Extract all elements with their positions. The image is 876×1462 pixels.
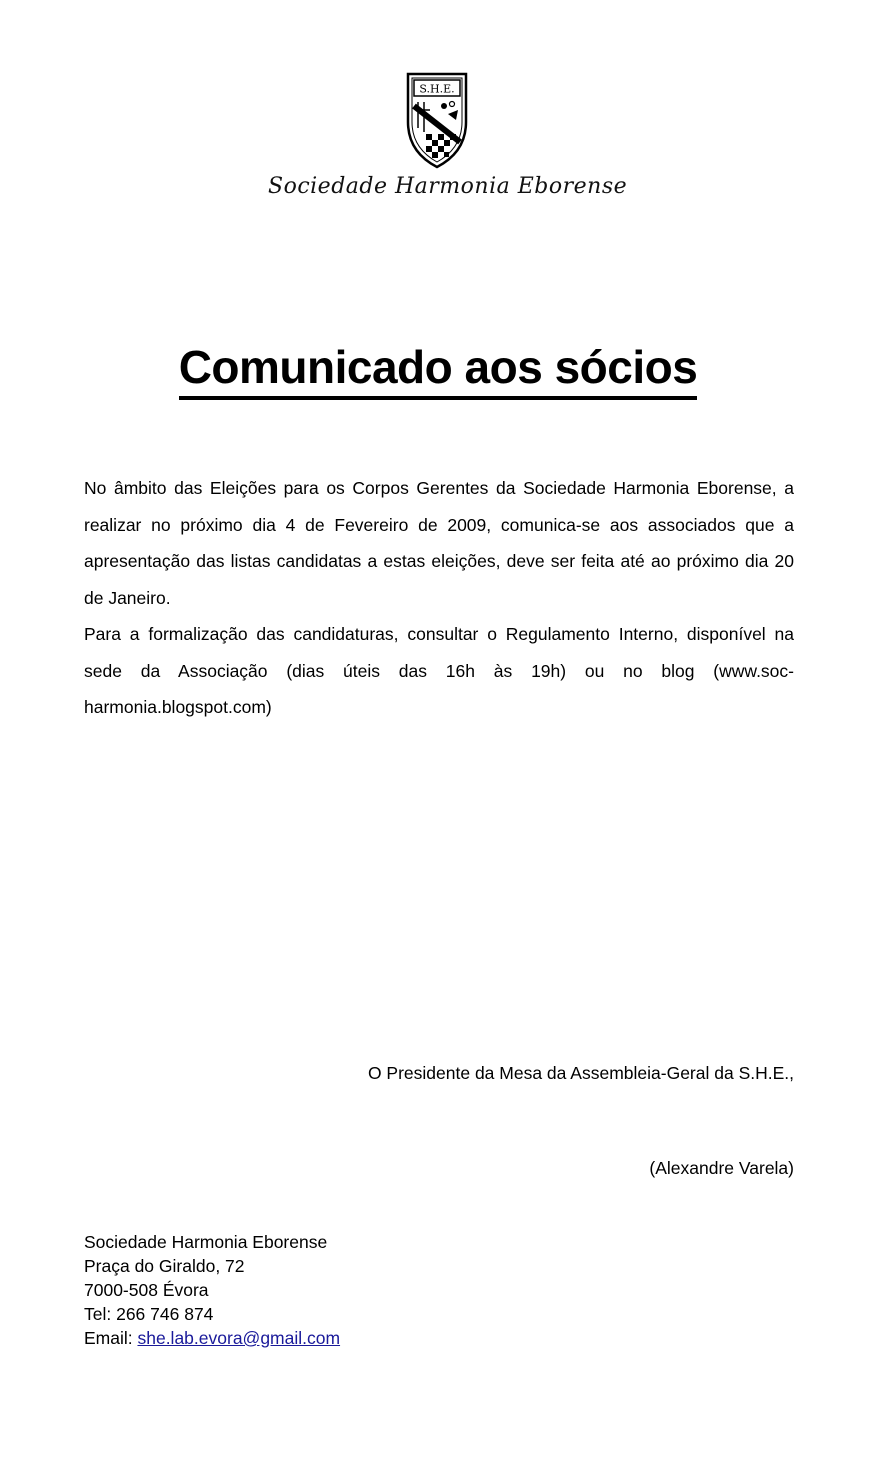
body-paragraph-2: Para a formalização das candidaturas, consultar o Regulamento Interno, disponível na sede da Associação (dias úteis das 16h às 19h) ou no blog (www.soc-harmonia.blogspot.com) (84, 624, 794, 717)
contact-address (84, 1230, 340, 1350)
body-paragraph-1: No âmbito das Eleições para os Corpos Gerentes da Sociedade Harmonia Eborense, a realizar no próximo dia 4 de Fevereiro de 2009, comunica-se aos associados que a apresentação das listas candidatas a estas eleições, deve ser feita até ao próximo dia 20 de Janeiro. (84, 478, 794, 608)
crest-icon (402, 70, 472, 170)
address-city: 7000-508 Évora (84, 1280, 209, 1300)
letterhead-logo (268, 62, 628, 212)
page-title-text: Comunicado aos sócios (179, 340, 698, 400)
crest-text: S.H.E. (419, 82, 455, 96)
email-link[interactable]: she.lab.evora@gmail.com (137, 1328, 341, 1348)
address-tel: Tel: 266 746 874 (84, 1304, 214, 1324)
address-street: Praça do Giraldo, 72 (84, 1256, 245, 1276)
address-org: Sociedade Harmonia Eborense (84, 1232, 328, 1252)
address-email-line (84, 1326, 340, 1350)
page-title (0, 340, 876, 400)
logo-name: Sociedade Harmonia Eborense (268, 174, 628, 199)
signature-name: (Alexandre Varela) (649, 1158, 794, 1178)
signature-role: O Presidente da Mesa da Assembleia-Geral da S.H.E., (367, 1063, 794, 1083)
email-label: Email: (84, 1328, 138, 1348)
announcement-body (84, 470, 794, 726)
